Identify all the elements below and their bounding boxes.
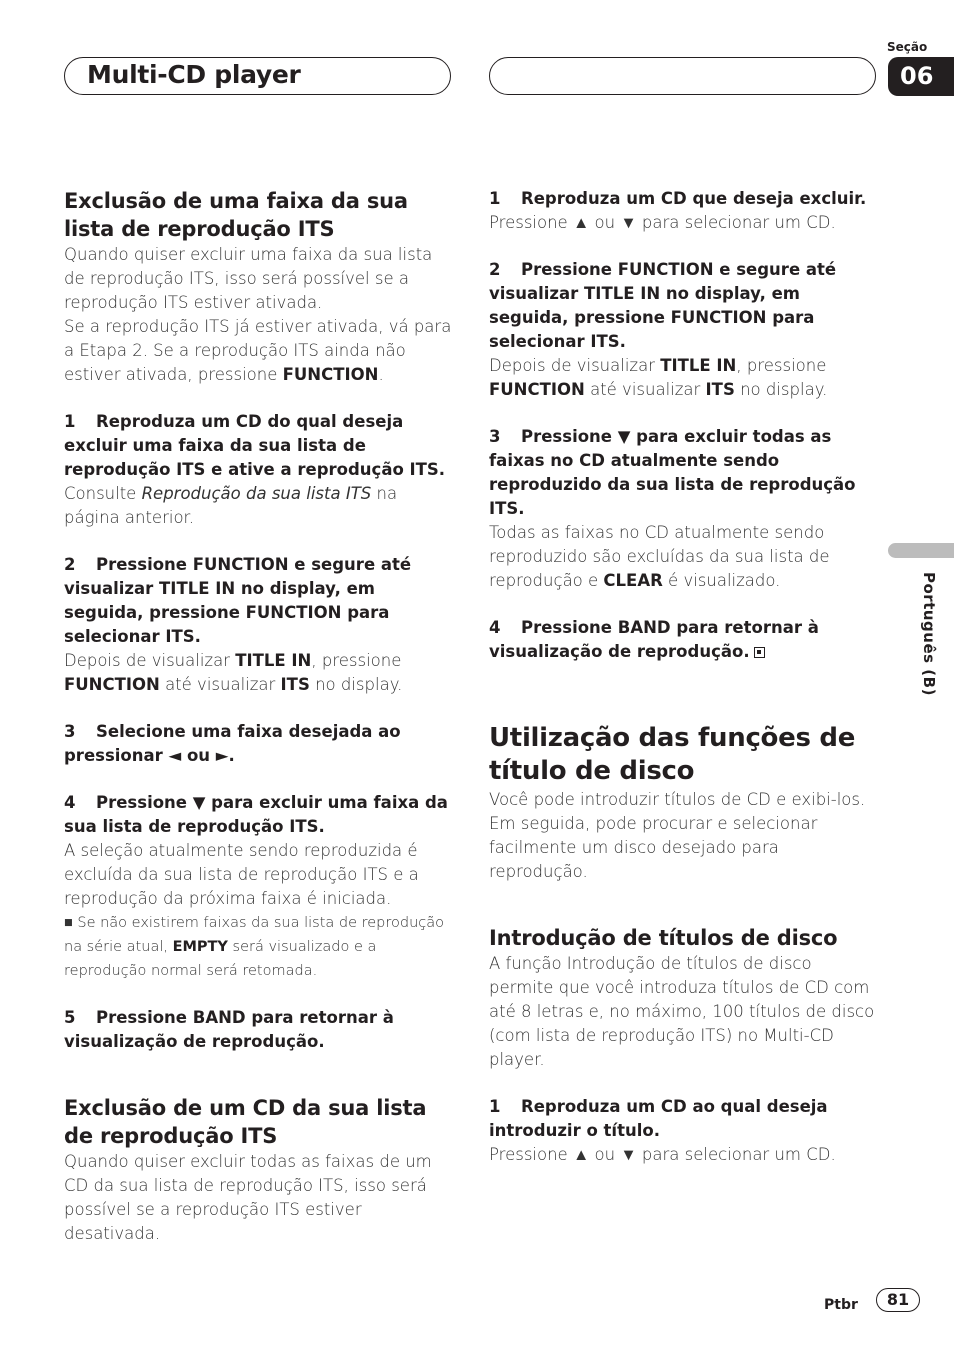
title-step-1-body: Pressione ▲ ou ▼ para selecionar um CD. [489,1145,836,1164]
step-number: 1 [64,412,76,431]
language-side-label: Português (B) [920,572,938,696]
right-step-2-body [489,354,879,402]
step-number: 4 [489,618,501,637]
text: , pressione [736,356,827,375]
step-number: 2 [64,555,76,574]
step-number: 2 [489,260,501,279]
right-step-1-body: Pressione ▲ ou ▼ para selecionar um CD. [489,213,836,232]
text: até visualizar [159,675,281,694]
step-number: 5 [64,1008,76,1027]
page-number: 81 [876,1288,920,1312]
heading-disc-title-functions: Utilização das funções de título de disco [489,723,856,786]
text: Consulte [64,484,142,503]
header-title-box [64,57,451,95]
paragraph-intro-1: Quando quiser excluir uma faixa da sua lista de reprodução ITS, isso será possível se a reprodução ITS estiver ativada. [64,245,433,312]
keyword: FUNCTION [282,365,379,384]
text: . [378,365,384,384]
section-label: Seção [887,40,928,54]
right-step-1 [489,187,879,211]
title-step-1 [489,1095,879,1143]
step-number: 3 [64,722,76,741]
page-title: Multi-CD player [87,60,301,89]
step-4 [64,791,454,839]
paragraph-disc-title-intro: Você pode introduzir títulos de CD e exibi-los. Em seguida, pode procurar e selecionar facilmente um disco desejado para reprodução. [489,790,866,881]
step-text: Reproduza um CD do qual deseja excluir uma faixa da sua lista de reprodução ITS e ative a reprodução ITS. [64,412,446,479]
paragraph-entering-disc-titles: A função Introdução de títulos de disco permite que você introduza títulos de CD com até 8 letras e, no máximo, 100 títulos de disco (com lista de reprodução ITS) no Multi-CD player. [489,954,875,1069]
step-number: 4 [64,793,76,812]
text: no display. [734,380,828,399]
text: até visualizar [584,380,706,399]
step-text: Reproduza um CD ao qual deseja introduzir o título. [489,1097,828,1140]
keyword: ITS [280,675,310,694]
paragraph-intro-2 [64,315,454,387]
heading-delete-track: Exclusão de uma faixa da sua lista de reprodução ITS [64,189,408,241]
italic-reference: Reprodução da sua lista ITS [141,484,372,503]
step-number: 3 [489,427,501,446]
text: Depois de visualizar [489,356,661,375]
keyword: TITLE IN [235,651,312,670]
step-4-body: A seleção atualmente sendo reproduzida é excluída da sua lista de reprodução ITS e a reprodução da próxima faixa é iniciada. [64,841,419,908]
keyword: EMPTY [172,939,228,955]
keyword: ITS [705,380,735,399]
step-text: Pressione ▼ para excluir uma faixa da sua lista de reprodução ITS. [64,793,448,836]
right-column [489,187,879,1167]
step-1 [64,410,454,482]
step-3 [64,720,454,768]
note [64,911,454,983]
right-step-3-body [489,521,879,593]
right-step-3 [489,425,879,521]
heading-entering-disc-titles: Introdução de títulos de disco [489,926,838,950]
text: é visualizado. [662,571,781,590]
text: Depois de visualizar [64,651,236,670]
step-number: 1 [489,189,501,208]
keyword: TITLE IN [660,356,737,375]
step-text: Pressione ▼ para excluir todas as faixas no CD atualmente sendo reproduzido da sua lista de reprodução ITS. [489,427,856,518]
text: , pressione [311,651,402,670]
step-2-body [64,649,454,697]
left-column [64,187,454,1246]
heading-delete-cd: Exclusão de um CD da sua lista de reprodução ITS [64,1096,427,1148]
section-number-badge: 06 [888,57,954,96]
step-text: Pressione FUNCTION e segure até visualizar TITLE IN no display, em seguida, pressione FUNCTION para selecionar ITS. [64,555,412,646]
footer-language-code: Ptbr [824,1297,858,1313]
step-1-body [64,482,454,530]
step-text: Pressione BAND para retornar à visualização de reprodução. [489,618,819,661]
step-text: Pressione BAND para retornar à visualização de reprodução. [64,1008,394,1051]
step-text: Selecione uma faixa desejada ao pressionar ◄ ou ►. [64,722,401,765]
keyword: FUNCTION [489,380,585,399]
step-text: Reproduza um CD que deseja excluir. [521,189,867,208]
language-tab-marker [888,543,954,558]
keyword: FUNCTION [64,675,160,694]
paragraph-delete-cd: Quando quiser excluir todas as faixas de um CD da sua lista de reprodução ITS, isso será possível se a reprodução ITS estiver desativada. [64,1152,432,1243]
end-of-section-icon [754,647,765,658]
text: na página anterior. [64,484,398,527]
header-empty-box [489,57,876,95]
step-text: Pressione FUNCTION e segure até visualizar TITLE IN no display, em seguida, pressione FUNCTION para selecionar ITS. [489,260,837,351]
text: Se a reprodução ITS já estiver ativada, vá para a Etapa 2. Se a reprodução ITS ainda não estiver ativada, pressione [64,317,452,384]
step-number: 1 [489,1097,501,1116]
text: ■ Se não existirem faixas da sua lista de reprodução na série atual, [64,915,445,955]
text: Todas as faixas no CD atualmente sendo reproduzido são excluídas da sua lista de reprodução e [489,523,830,590]
step-5 [64,1006,454,1054]
right-step-4 [489,616,879,664]
right-step-2 [489,258,879,354]
keyword: CLEAR [603,571,663,590]
step-2 [64,553,454,649]
text: no display. [309,675,403,694]
text: será visualizado e a reprodução normal será retomada. [64,939,377,979]
